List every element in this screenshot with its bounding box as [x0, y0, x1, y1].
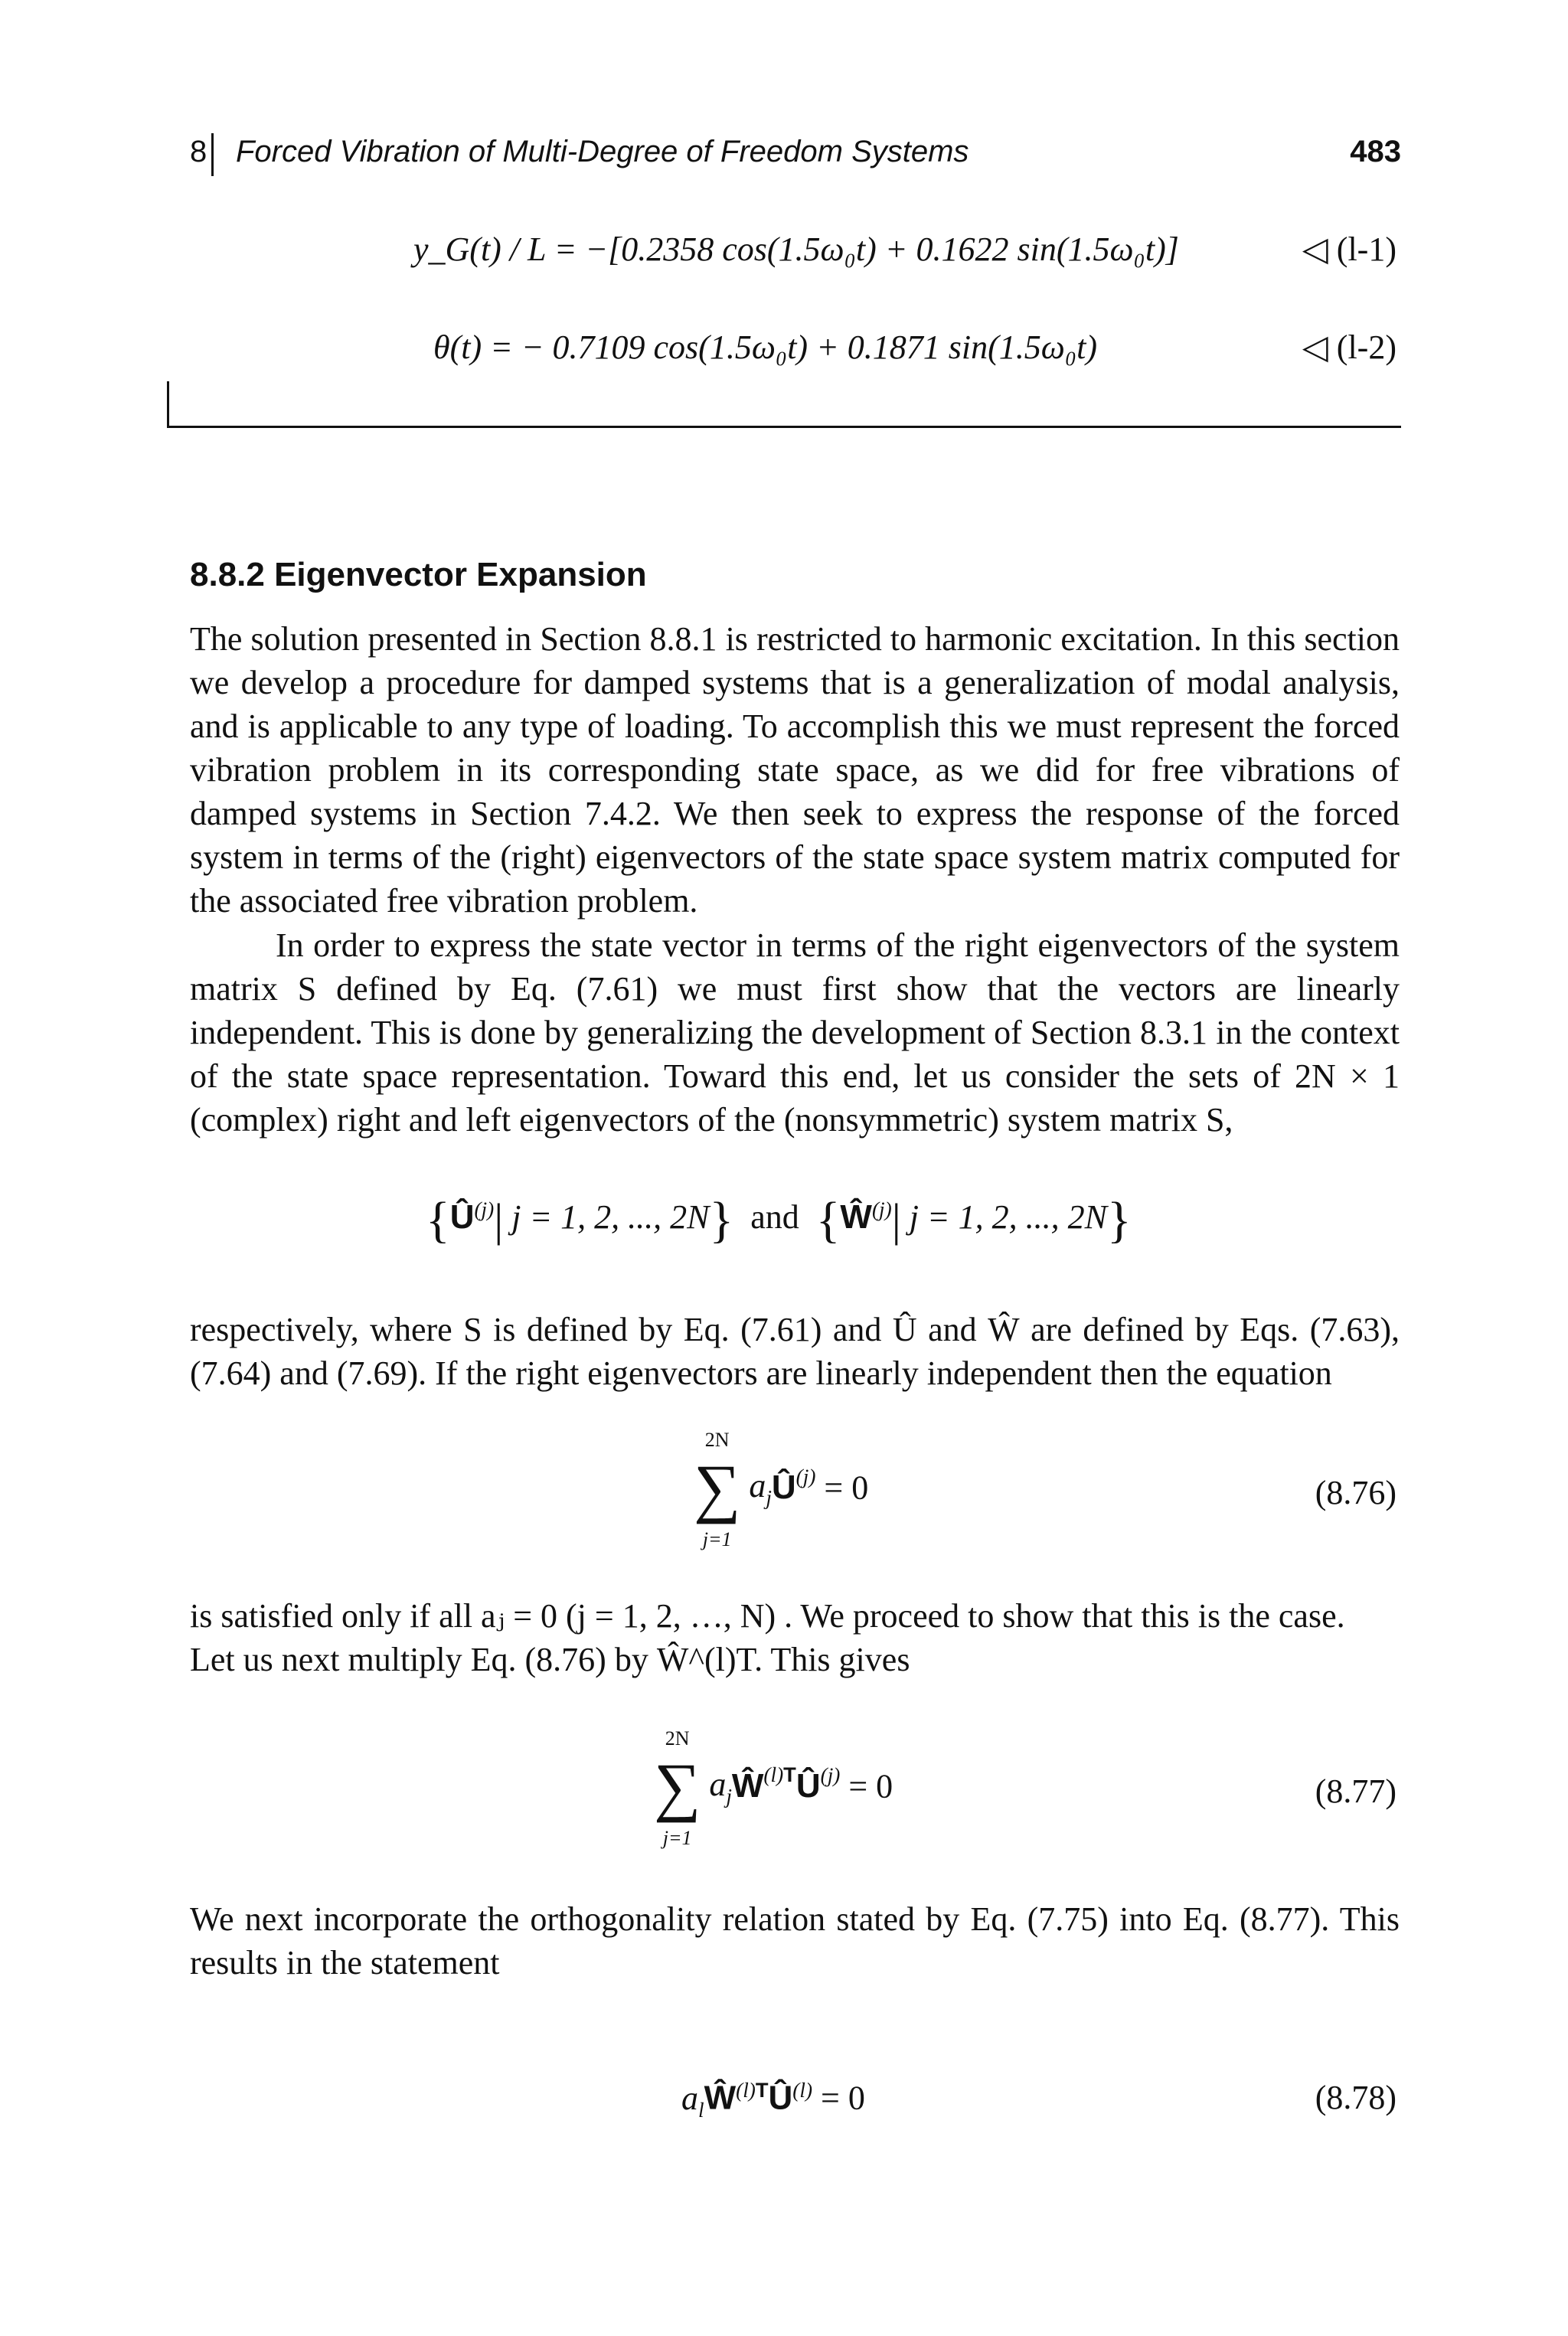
summation: [654, 1727, 701, 1849]
u-hat-symbol: Û: [768, 2079, 793, 2117]
paragraph-line: is satisfied only if all aⱼ = 0 (j = 1, 2, …, N) . We proceed to show that this is the case.: [190, 1597, 1345, 1635]
equation-number-8-77: (8.77): [1315, 1772, 1396, 1810]
paragraph-line: Let us next multiply Eq. (8.76) by Ŵ^(l)T. This gives: [190, 1641, 910, 1678]
paragraph-independence: [190, 923, 1400, 1142]
w-hat-symbol: Ŵ: [840, 1198, 872, 1237]
conjunction-and: and: [750, 1198, 799, 1237]
brace-right: }: [1106, 1192, 1132, 1248]
equation-number-l-2: ◁ (l-2): [1302, 328, 1396, 366]
chapter-title: Forced Vibration of Multi-Degree of Freedom Systems: [236, 135, 969, 168]
brace-right: }: [709, 1192, 734, 1248]
w-hat-symbol: Ŵ: [731, 1767, 764, 1805]
set-bar: |: [494, 1194, 504, 1246]
superscript-j: (j): [871, 1197, 892, 1221]
paragraph-text: The solution presented in Section 8.8.1 is restricted to harmonic excitation. In this section we develop a procedure for damped systems that is a generalization of modal analysis, and is applicable to any type of loading. To accomplish this we must represent the forced vibration problem in its corresponding state space, as we did for free vibrations of damped systems in Section 7.4.2. We then seek to express the response of the forced system in terms of the (right) eigenvectors of the state space system matrix computed for the associated free vibration problem.: [190, 620, 1400, 920]
example-end-rule-horizontal: [167, 426, 1401, 428]
paragraph-respectively: [190, 1308, 1400, 1395]
superscript-j: (j): [474, 1197, 495, 1221]
equation-8-76: 2N ∑ j=1 $a_jÛ^{(j)} = 0$: [694, 1429, 869, 1550]
equation-number-8-78: (8.78): [1315, 2079, 1396, 2116]
equation-8-77: 2N ∑ j=1 $a_jŴ^{(l)T}Û^{(j)} = 0$: [654, 1727, 893, 1849]
eigenvector-sets: [426, 1191, 1132, 1250]
paragraph-text: We next incorporate the orthogonality relation stated by Eq. (7.75) into Eq. (8.77). This results in the statement: [190, 1900, 1400, 1982]
set-range-right: j = 1, 2, ..., 2N: [511, 1198, 710, 1237]
equation-l-2: θ(t) = − 0.7109 cos(1.5ω₀t) + 0.1871 sin(1.5ω₀t): [433, 328, 1098, 366]
u-hat-symbol: Û: [795, 1767, 821, 1805]
summation: [694, 1429, 741, 1550]
page-number: 483: [1350, 135, 1401, 168]
paragraph-intro: [190, 617, 1400, 923]
equation-number-l-1: ◁ (l-1): [1302, 230, 1396, 268]
equation-number-8-76: (8.76): [1315, 1474, 1396, 1511]
paragraph-text: respectively, where S is defined by Eq. (7.61) and Û and Ŵ are defined by Eqs. (7.63), (7.64) and (7.69). If the right eigenvectors are linearly independent then the equation: [190, 1311, 1400, 1392]
sum-upper-limit: 2N: [704, 1429, 730, 1451]
sum-upper-limit: 2N: [665, 1727, 690, 1750]
brace-left: {: [426, 1192, 450, 1248]
sigma-symbol: ∑: [694, 1451, 741, 1524]
u-hat-symbol: Û: [449, 1198, 475, 1237]
u-hat-symbol: Û: [771, 1469, 796, 1506]
paragraph-text: In order to express the state vector in terms of the right eigenvectors of the system matrix S defined by Eq. (7.61) we must first show that the vectors are linearly independent. This is done by generalizing the development of Section 8.3.1 in the context of the state space representation. Toward this end, let us consider the sets of 2N × 1 (complex) right and left eigenvectors of the (nonsymmetric) system matrix S,: [190, 926, 1400, 1139]
brace-left: {: [815, 1192, 841, 1248]
equation-8-78: $a_lŴ^{(l)T}Û^{(l)} = 0$: [681, 2078, 865, 2122]
chapter-number: 8: [190, 135, 207, 168]
set-range-left: j = 1, 2, ..., 2N: [909, 1198, 1107, 1237]
paragraph-orthogonality: [190, 1897, 1400, 1985]
paragraph-satisfied: [190, 1594, 1400, 1681]
sum-lower-limit: j=1: [702, 1528, 732, 1550]
w-hat-symbol: Ŵ: [704, 2079, 737, 2117]
sigma-symbol: ∑: [654, 1750, 701, 1823]
set-bar: |: [891, 1194, 901, 1246]
example-end-rule-vertical: [167, 381, 169, 427]
sum-lower-limit: j=1: [662, 1827, 692, 1849]
section-heading: 8.8.2 Eigenvector Expansion: [190, 556, 647, 593]
header-divider: [211, 133, 214, 176]
equation-l-1: y_G(t) / L = −[0.2358 cos(1.5ω₀t) + 0.1622 sin(1.5ω₀t)]: [413, 230, 1179, 268]
